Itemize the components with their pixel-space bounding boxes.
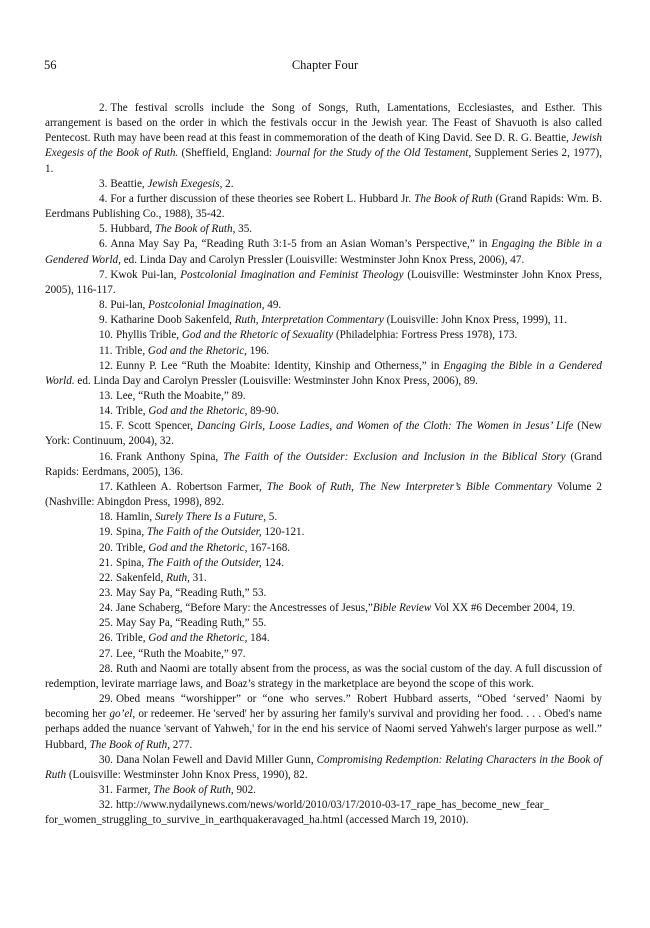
endnote-text: Volume 2 (Nashville: Abingdon Press, 1998), 892. — [45, 480, 602, 509]
endnote-text: Trible, — [115, 632, 149, 645]
endnote — [45, 753, 602, 783]
endnote-text: ed. Linda Day and Carolyn Pressler (Louisville: Westminster John Knox Press, 2006), 89. — [74, 374, 478, 387]
page-number: 56 — [44, 58, 57, 72]
endnote-number: 5. — [99, 223, 108, 236]
endnote-number: 13. — [99, 389, 113, 402]
endnote-text: 2. — [222, 177, 234, 190]
endnotes — [45, 101, 602, 829]
endnote-title-text: Ruth, — [166, 571, 190, 584]
endnote-text: 49. — [264, 299, 282, 312]
endnote — [45, 571, 602, 586]
endnote-title-text: go’el, — [109, 708, 136, 721]
endnote — [45, 631, 602, 646]
endnote-text: Supplement Series 2, 1977), 1. — [45, 147, 602, 175]
endnote-text: Kwok Pui-lan, — [110, 268, 181, 281]
endnote-title-text: Postcolonial Imagination, — [148, 299, 265, 312]
endnote-text: http://www.nydailynews.com/news/world/2010/03/17/2010-03-17_rape_has_become_new_fear_ for_women_struggling_to_survive_in_earthquakeravaged_ha.html (accessed March 19, 2010). — [45, 799, 549, 827]
endnote-number: 25. — [99, 617, 113, 630]
endnote-text: Trible, — [115, 405, 149, 418]
endnote — [45, 510, 602, 525]
endnote-number: 26. — [99, 632, 113, 645]
endnote-text: Katharine Doob Sakenfeld, — [110, 314, 235, 327]
endnote — [45, 556, 602, 571]
endnote-number: 7. — [99, 268, 108, 281]
endnote — [45, 662, 602, 692]
endnote-number: 15. — [99, 420, 113, 433]
endnote-text: Vol XX #6 December 2004, 19. — [431, 602, 576, 615]
endnote-title-text: Ruth, Interpretation Commentary — [234, 314, 384, 327]
endnote-text: Sakenfeld, — [115, 571, 167, 584]
endnote-number: 32. — [99, 799, 113, 812]
endnote-text: Farmer, — [115, 784, 154, 797]
endnote — [45, 450, 602, 480]
endnote — [45, 344, 602, 359]
endnote — [45, 328, 602, 343]
endnote-text: (Louisville: John Knox Press, 1999), 11. — [383, 314, 567, 327]
endnote — [45, 237, 602, 267]
endnote-number: 21. — [99, 556, 113, 569]
endnote — [45, 222, 602, 237]
endnote-text: Trible, — [115, 541, 149, 554]
endnote-text: F. Scott Spencer, — [115, 420, 198, 433]
endnote-title-text: Postcolonial Imagination and Feminist Theology — [180, 268, 404, 281]
endnote-title-text: The Faith of the Outsider: Exclusion and Inclusion in the Biblical Story — [223, 450, 566, 463]
endnote-text: (Sheffield, England: — [178, 147, 276, 160]
endnote-text: 120-121. — [261, 526, 305, 539]
endnote-number: 17. — [99, 480, 113, 493]
endnote-text: 277. — [170, 738, 193, 751]
endnote — [45, 298, 602, 313]
endnote-text: Pui-lan, — [110, 299, 149, 312]
endnote — [45, 313, 602, 328]
endnote-text: For a further discussion of these theories see Robert L. Hubbard Jr. — [110, 192, 415, 205]
endnote-text: The festival scrolls include the Song of Songs, Ruth, Lamentations, Ecclesiastes, and Esther. This arrangement is based on the order in which the festivals occur in the Jewish year. The Feast of Shavuoth is also called Pentecost. Ruth may have been read at this feast in commemoration of the death of King David. See D. R. G. Beattie, — [45, 102, 602, 145]
endnote-number: 2. — [99, 102, 108, 114]
endnote-text: 902. — [233, 784, 256, 797]
endnote-title-text: Compromising Redemption: Relating Characters in the Book of Ruth — [45, 753, 603, 781]
endnote-title-text: The Book of Ruth, — [154, 223, 236, 236]
endnote-text: Anna May Say Pa, “Reading Ruth 3:1-5 from an Asian Woman’s Perspective,” in — [110, 238, 492, 251]
endnote-text: (Grand Rapids: Eerdmans, 2005), 136. — [45, 450, 602, 478]
endnote-number: 14. — [99, 405, 113, 418]
running-head: Chapter Four — [291, 58, 359, 72]
endnote-text: ed. Linda Day and Carolyn Pressler (Louisville: Westminster John Knox Press, 2006), 47. — [120, 253, 525, 266]
endnote-text: 196. — [246, 344, 270, 357]
endnote-title-text: The Book of Ruth, — [89, 738, 171, 751]
endnote — [45, 101, 602, 177]
endnote-text: Dana Nolan Fewell and David Miller Gunn, — [115, 753, 317, 766]
endnote — [45, 177, 602, 192]
endnote-number: 8. — [99, 299, 108, 312]
endnote-number: 28. — [99, 662, 113, 675]
endnote-text: (Louisville: Westminster John Knox Press, 1990), 82. — [66, 768, 308, 781]
endnote-text: Lee, “Ruth the Moabite,” 97. — [115, 647, 246, 660]
endnote-number: 19. — [99, 526, 113, 539]
endnote — [45, 404, 602, 419]
endnote-title-text: Bible Review — [372, 602, 432, 615]
endnote-title-text: Jewish Exegesis of the Book of Ruth. — [45, 132, 602, 160]
endnote-number: 24. — [99, 602, 113, 615]
endnote-text: Hamlin, — [115, 511, 155, 524]
endnote-title-text: The Faith of the Outsider, — [146, 556, 262, 569]
endnote-title-text: The Book of Ruth, — [153, 784, 234, 797]
endnote-text: 89-90. — [247, 405, 279, 418]
endnote-text: 31. — [189, 571, 207, 584]
endnote-number: 18. — [99, 511, 113, 524]
endnote-number: 3. — [99, 177, 108, 190]
endnote-number: 29. — [99, 693, 113, 706]
endnote-text: (Philadelphia: Fortress Press 1978), 173. — [333, 329, 518, 342]
endnote-text: (New York: Continuum, 2004), 32. — [45, 420, 602, 448]
endnote-number: 30. — [99, 753, 113, 766]
endnote — [45, 268, 602, 298]
endnote-text: Eunny P. Lee “Ruth the Moabite: Identity, Kinship and Otherness,” in — [115, 359, 444, 372]
endnote-text: 124. — [261, 556, 284, 569]
endnote — [45, 783, 602, 798]
endnote-number: 12. — [99, 359, 113, 372]
endnote-text: Ruth and Naomi are totally absent from the process, as was the social custom of the day. A full discussion of redemption, levirate marriage laws, and Boaz’s strategy in the marketplace are beyond the scope of this work. — [45, 662, 602, 690]
endnote-title-text: Dancing Girls, Loose Ladies, and Women of the Cloth: The Women in Jesus’ Life — [197, 420, 574, 433]
endnote-text: Lee, “Ruth the Moabite,” 89. — [115, 389, 246, 402]
endnote-number: 22. — [99, 571, 113, 584]
endnote — [45, 389, 602, 404]
endnote-title-text: God and the Rhetoric of Sexuality — [181, 329, 334, 342]
endnote — [45, 525, 602, 540]
endnote-text: May Say Pa, “Reading Ruth,” 53. — [115, 587, 267, 599]
endnote-text: 184. — [247, 632, 270, 645]
endnote — [45, 541, 602, 556]
endnote-text: Obed means “worshipper” or “one who serves.” Robert Hubbard asserts, “Obed ‘served’ Naomi by becoming her — [45, 693, 602, 721]
endnote-title-text: Journal for the Study of the Old Testament, — [275, 147, 472, 160]
endnote-text: Phyllis Trible, — [115, 329, 182, 342]
endnote-text: or redeemer. He 'served' her by assuring her family's survival and providing her food. . . . Obed's name perhaps added the nuance 'servant of Yahweh,' for in the end his service of Naomi served Yahweh's larger purpose as well.” Hubbard, — [45, 708, 602, 751]
endnote-text: 35. — [235, 223, 253, 236]
endnote-text: Kathleen A. Robertson Farmer, — [115, 480, 267, 493]
endnote-text: Beattie, — [110, 177, 148, 190]
endnote-number: 6. — [99, 238, 108, 251]
endnote-text: (Grand Rapids: Wm. B. Eerdmans Publishing Co., 1988), 35-42. — [45, 192, 602, 221]
endnote-number: 9. — [99, 314, 108, 327]
endnote-text: Jane Schaberg, “Before Mary: the Ancestresses of Jesus,” — [115, 602, 373, 615]
endnote — [45, 692, 602, 753]
endnote-text: Frank Anthony Spina, — [115, 450, 224, 463]
endnote — [45, 419, 602, 449]
endnote-text: Hubbard, — [110, 223, 155, 236]
endnote-title-text: The Book of Ruth, The New Interpreter’s Bible Commentary — [266, 480, 553, 493]
endnote-title-text: Engaging the Bible in a Gendered World. — [45, 359, 602, 387]
endnote-text: 5. — [266, 511, 278, 524]
endnote-number: 4. — [99, 192, 108, 205]
endnote-text: Spina, — [115, 526, 147, 539]
endnote-title-text: The Book of Ruth — [414, 192, 493, 205]
endnote-text: (Louisville: Westminster John Knox Press, 2005), 116-117. — [45, 268, 602, 296]
endnote — [45, 192, 602, 222]
endnote-number: 16. — [99, 450, 113, 463]
endnote-number: 20. — [99, 541, 113, 554]
endnote-number: 23. — [99, 587, 113, 599]
endnote-title-text: The Faith of the Outsider, — [146, 526, 262, 539]
endnote — [45, 616, 602, 631]
endnote-text: Trible, — [115, 344, 148, 357]
endnote — [45, 798, 602, 828]
endnote-title-text: God and the Rhetoric, — [148, 405, 248, 418]
endnote-text: May Say Pa, “Reading Ruth,” 55. — [115, 617, 267, 630]
endnote-number: 11. — [99, 344, 113, 357]
endnote — [45, 601, 602, 616]
endnote-title-text: Surely There Is a Future, — [154, 511, 267, 524]
endnote — [45, 480, 602, 510]
endnote — [45, 359, 602, 389]
endnote-number: 10. — [99, 329, 113, 342]
endnote-number: 27. — [99, 647, 113, 660]
endnote-title-text: God and the Rhetoric, — [147, 344, 247, 357]
endnote-number: 31. — [99, 784, 113, 797]
endnote-title-text: Engaging the Bible in a Gendered World, — [45, 238, 602, 266]
endnote-text: Spina, — [115, 556, 147, 569]
endnote — [45, 586, 602, 601]
endnote-title-text: God and the Rhetoric, — [148, 541, 248, 554]
endnote-title-text: Jewish Exegesis, — [147, 177, 223, 190]
endnote — [45, 647, 602, 662]
endnote-text: 167-168. — [247, 541, 291, 554]
endnote-title-text: God and the Rhetoric, — [148, 632, 248, 645]
